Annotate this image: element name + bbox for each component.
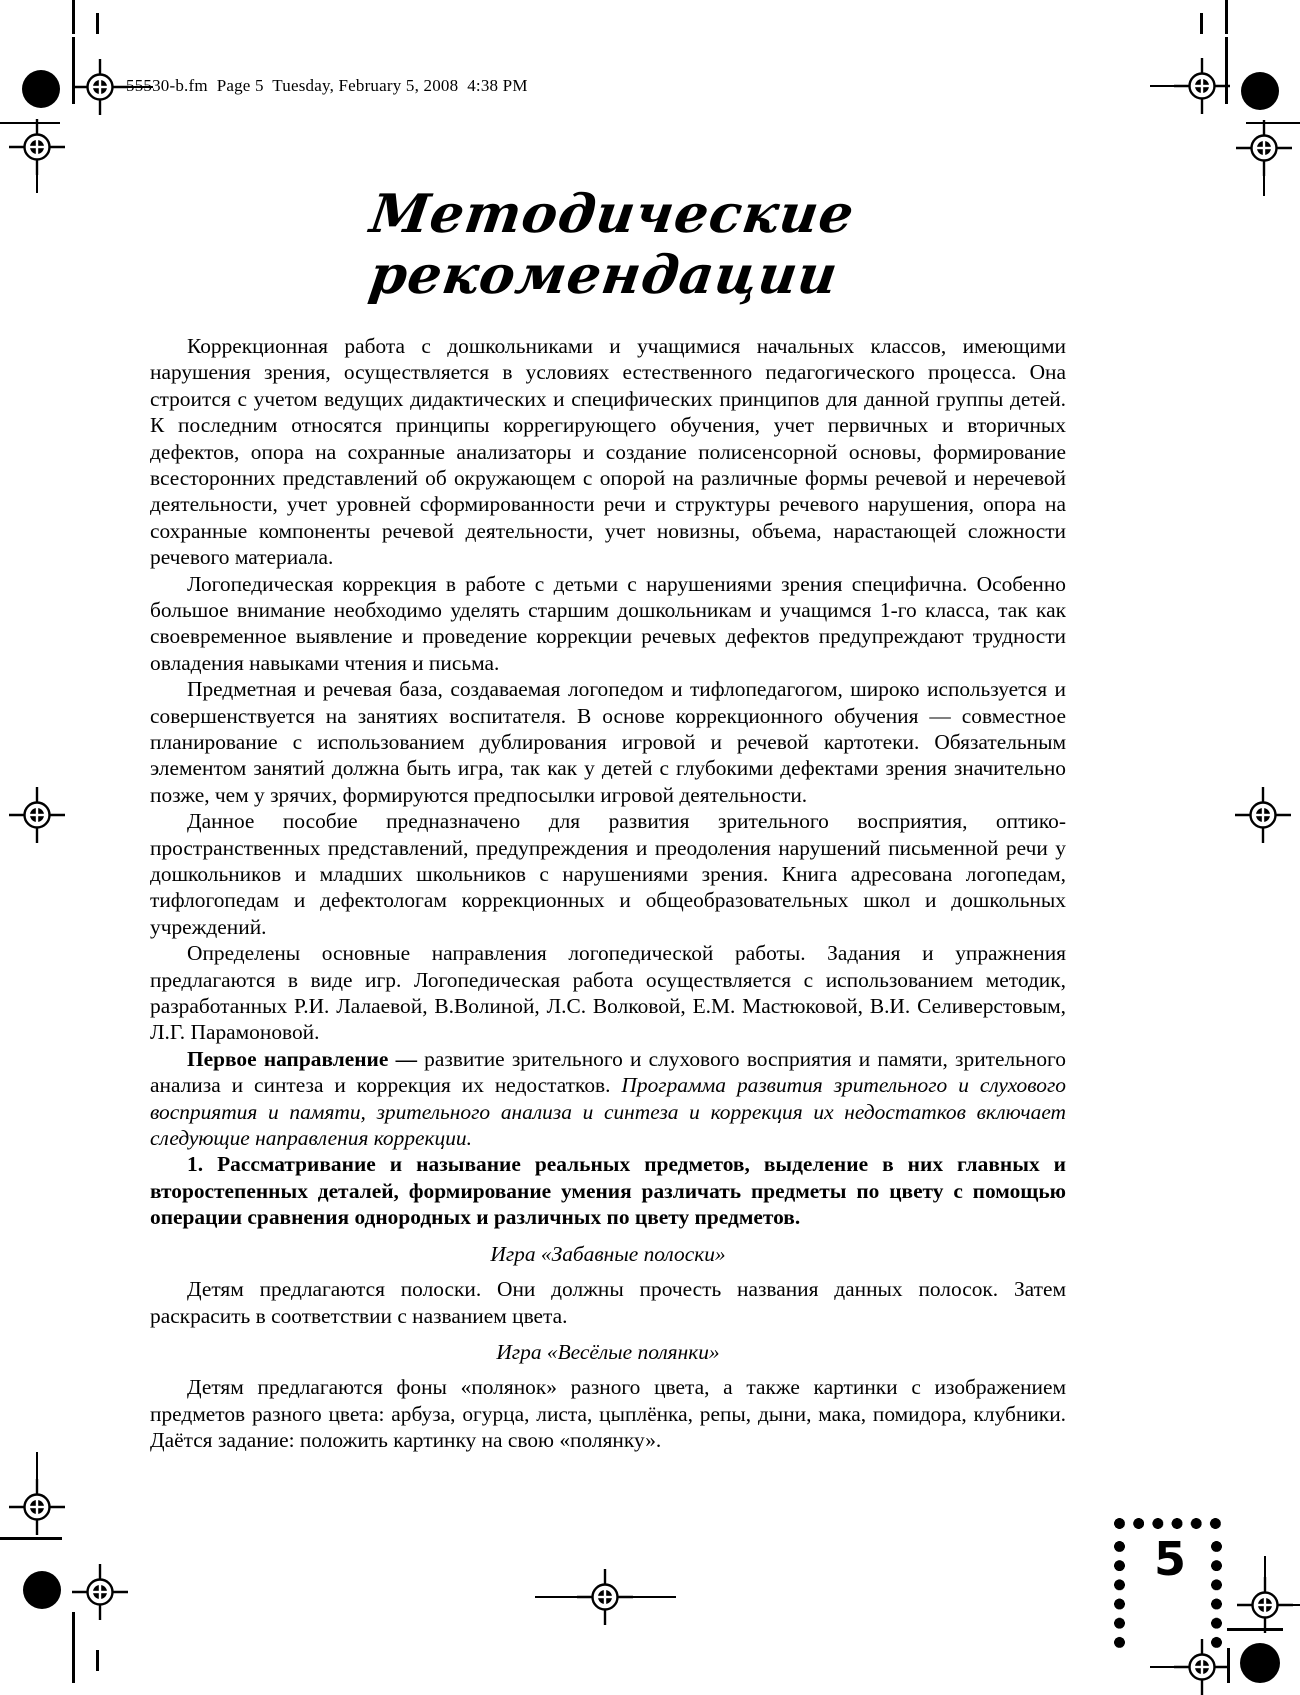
crop-tick bbox=[72, 0, 75, 34]
rule-line bbox=[631, 1596, 676, 1599]
body-paragraph-mixed bbox=[150, 1046, 1066, 1152]
proof-header-text: 55530-b.fm Page 5 Tuesday, February 5, 2008 4:38 PM bbox=[126, 76, 528, 95]
page-title: Методические рекомендации bbox=[365, 183, 859, 306]
registration-target-icon bbox=[1235, 787, 1291, 843]
registration-target-icon bbox=[9, 787, 65, 843]
bold-lead-in: Первое направление — bbox=[187, 1046, 425, 1071]
italic-segment: Программа развития зрительного и слухового восприятия и памяти, зрительного анализа и синтеза и коррекция их недостатков включает следующие направления коррекции. bbox=[150, 1073, 1066, 1151]
ink-spot-icon bbox=[22, 70, 60, 108]
page-number-frame-dots-top bbox=[1114, 1518, 1222, 1530]
body-paragraph: Коррекционная работа с дошкольниками и учащимися начальных классов, имеющими нарушения зрения, осуществляется в условиях естественного педагогического процесса. Она строится с учетом ведущих дидактических и специфических принципов для данной группы детей. К последним относятся принципы коррегирующего обучения, учет первичных и вторичных дефектов, опора на сохранные анализаторы и создание полисенсорной основы, формирование всесторонних представлений об окружающем с опорой на различные формы речевой и неречевой деятельности, учет уровней сформированности речи и структуры речевого нарушения, опора на сохранные компоненты речевой деятельности, учет новизны, объема, нарастающей сложности речевого материала. bbox=[150, 333, 1066, 570]
game-heading: Игра «Весёлые полянки» bbox=[496, 1339, 720, 1364]
body-paragraph: Детям предлагаются полоски. Они должны прочесть названия данных полосок. Затем раскрасить в соответствии с названием цвета. bbox=[150, 1277, 1066, 1328]
registration-target-icon bbox=[9, 119, 65, 175]
ink-spot-icon bbox=[1240, 1643, 1280, 1683]
registration-target-icon bbox=[1237, 1577, 1293, 1633]
rule-line bbox=[535, 1596, 580, 1599]
plain-segment: развитие зрительного и слухового восприятия и памяти, зрительного анализа и синтеза и коррекция их недостатков. bbox=[150, 1046, 1066, 1098]
body-paragraph-bold: 1. Рассматривание и называние реальных предметов, выделение в них главных и второстепенных деталей, формирование умения различать предметы по цвету с помощью операции сравнения однородных и различных по цвету предметов. bbox=[150, 1152, 1066, 1230]
registration-target-icon bbox=[9, 1479, 65, 1535]
crop-tick bbox=[1225, 0, 1228, 34]
body-paragraph: Предметная и речевая база, создаваемая логопедом и тифлопедагогом, широко используется и совершенствуется на занятиях воспитателя. В основе коррекционного обучения — совместное планирование с использованием дублирования игровой и речевой картотеки. Обязательным элементом занятий должна быть игра, так как у детей с глубокими дефектами зрения значительно позже, чем у зрячих, формируются предпосылки игровой деятельности. bbox=[150, 677, 1066, 807]
crop-tick bbox=[1200, 13, 1203, 34]
crop-tick bbox=[96, 13, 99, 34]
registration-target-icon bbox=[1174, 58, 1230, 114]
body-paragraph: Данное пособие предназначено для развития зрительного восприятия, оптико-пространственных представлений, предупреждения и преодоления нарушений письменной речи у дошкольников и младших школьников с нарушениями зрения. Книга адресована логопедам, тифлогопедам и дефектологам коррекционных и общеобразовательных школ и дошкольных учреждений. bbox=[150, 809, 1066, 939]
rule-line bbox=[1263, 174, 1266, 196]
page-number-frame-dots-left bbox=[1114, 1541, 1126, 1649]
body-paragraph: Определены основные направления логопедической работы. Задания и упражнения предлагаются в виде игр. Логопедическая работа осуществляется с использованием методик, разработанных Р.И. Лалаевой, В.Волиной, Л.С. Волковой, Е.М. Мастюковой, В.И. Селиверстовым, Л.Г. Парамоновой. bbox=[150, 941, 1066, 1045]
body-paragraph: Логопедическая коррекция в работе с детьми с нарушениями зрения специфична. Особенно большое внимание необходимо уделять старшим дошкольникам и учащимся 1-го класса, так как своевременное выявление и проведение коррекции речевых дефектов предупреждают трудности овладения навыками чтения и письма. bbox=[150, 571, 1066, 675]
registration-target-icon bbox=[72, 1564, 128, 1620]
registration-target-icon bbox=[72, 59, 128, 115]
ink-spot-icon bbox=[1241, 72, 1279, 110]
rule-line bbox=[36, 1452, 39, 1481]
game-heading: Игра «Забавные полоски» bbox=[490, 1241, 726, 1266]
ink-spot-icon bbox=[23, 1571, 61, 1609]
rule-line bbox=[0, 1537, 62, 1540]
page-number: 5 bbox=[1153, 1532, 1186, 1586]
registration-target-icon bbox=[1236, 120, 1292, 176]
crop-tick bbox=[96, 1650, 99, 1671]
rule-line bbox=[1150, 1666, 1176, 1669]
rule-line bbox=[36, 173, 39, 193]
page-content bbox=[150, 176, 1066, 1454]
body-paragraph: Детям предлагаются фоны «полянок» разного цвета, а также картинки с изображением предметов разного цвета: арбуза, огурца, листа, цыплёнка, репы, дыни, мака, помидора, клубники. Даётся задание: положить картинку на свою «полянку». bbox=[150, 1375, 1066, 1453]
registration-target-icon bbox=[577, 1569, 633, 1625]
crop-tick bbox=[72, 1612, 75, 1683]
